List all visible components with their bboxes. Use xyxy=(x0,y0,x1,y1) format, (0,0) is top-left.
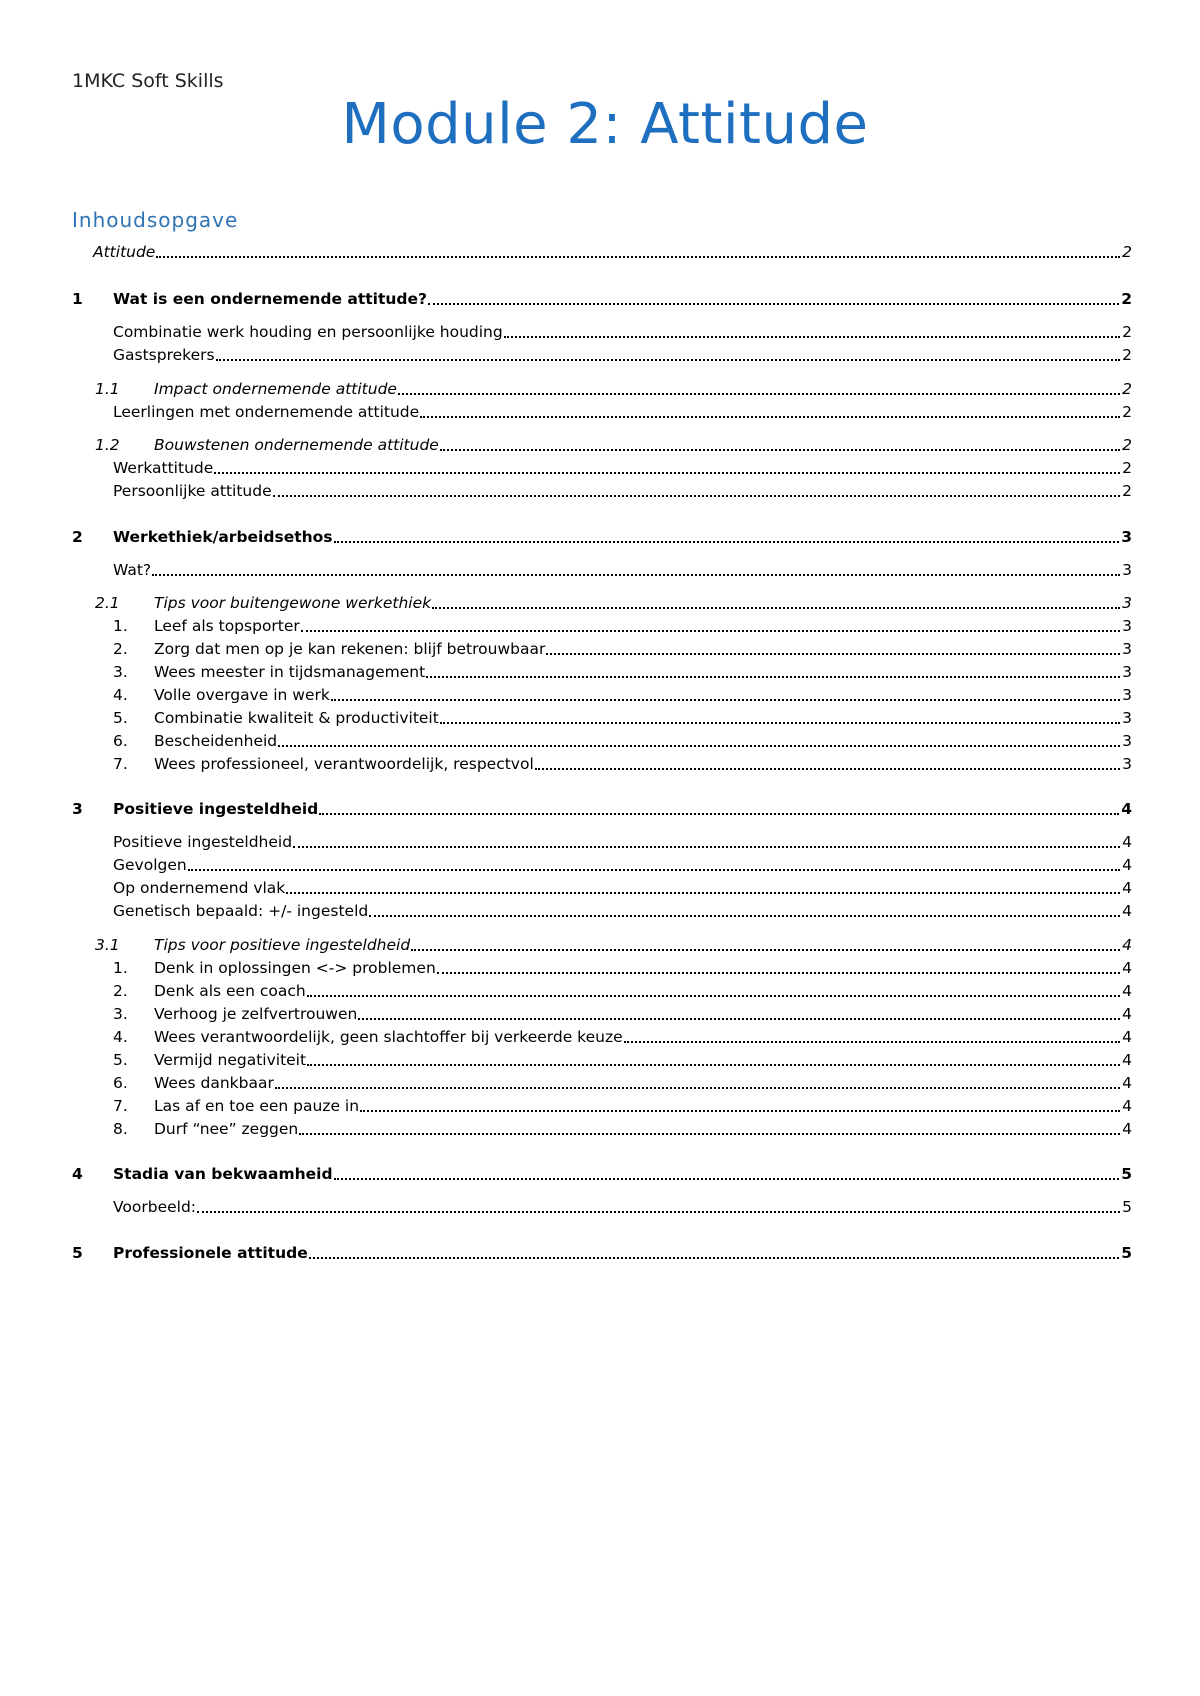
toc-entry-title: Leerlingen met ondernemende attitude xyxy=(113,403,420,421)
toc-entry-number: 1. xyxy=(113,617,128,635)
toc-dot-leader xyxy=(214,472,1120,474)
toc-dot-leader xyxy=(334,1178,1120,1180)
toc-dot-leader xyxy=(535,768,1120,770)
toc-dot-leader xyxy=(286,892,1120,894)
toc-dot-leader xyxy=(360,1110,1120,1112)
toc-entry-title: Op ondernemend vlak xyxy=(113,879,286,897)
toc-dot-leader xyxy=(156,256,1120,258)
page-header: 1MKC Soft Skills xyxy=(72,70,224,92)
toc-entry-page: 4 xyxy=(1122,1074,1132,1092)
toc-entry-title: Wees dankbaar xyxy=(154,1074,274,1092)
toc-entry-number: 7. xyxy=(113,1097,128,1115)
toc-entry-page: 4 xyxy=(1122,1051,1132,1069)
toc-entry[interactable] xyxy=(113,1197,1132,1217)
toc-entry-title: Attitude xyxy=(93,243,156,261)
toc-entry-number: 1.1 xyxy=(95,380,120,398)
toc-entry[interactable] xyxy=(95,435,1132,455)
toc-entry[interactable] xyxy=(113,402,1132,422)
toc-entry-title: Stadia van bekwaamheid xyxy=(113,1165,333,1183)
toc-entry-page: 3 xyxy=(1122,732,1132,750)
toc-entry[interactable] xyxy=(113,685,1132,705)
toc-entry[interactable] xyxy=(113,832,1132,852)
toc-dot-leader xyxy=(420,416,1120,418)
toc-entry[interactable] xyxy=(72,1164,1132,1184)
toc-entry-page: 4 xyxy=(1122,856,1132,874)
toc-dot-leader xyxy=(546,653,1120,655)
toc-entry-title: Bescheidenheid xyxy=(154,732,278,750)
toc-entry[interactable] xyxy=(72,1243,1132,1263)
toc-entry[interactable] xyxy=(113,1027,1132,1047)
toc-entry-page: 2 xyxy=(1122,380,1132,398)
toc-entry-title: Positieve ingesteldheid xyxy=(113,800,319,818)
toc-entry-number: 5. xyxy=(113,709,128,727)
toc-entry-page: 2 xyxy=(1122,459,1132,477)
toc-entry-page: 5 xyxy=(1121,1244,1132,1262)
toc-entry-page: 3 xyxy=(1122,594,1132,612)
toc-entry-page: 3 xyxy=(1122,755,1132,773)
toc-dot-leader xyxy=(309,1257,1119,1259)
toc-entry-title: Wees verantwoordelijk, geen slachtoffer bij verkeerde keuze xyxy=(154,1028,623,1046)
toc-entry-page: 2 xyxy=(1122,482,1132,500)
toc-entry[interactable] xyxy=(113,1096,1132,1116)
toc-entry-title: Persoonlijke attitude xyxy=(113,482,272,500)
toc-entry[interactable] xyxy=(113,708,1132,728)
toc-entry-number: 1. xyxy=(113,959,128,977)
toc-dot-leader xyxy=(273,495,1121,497)
toc-entry-page: 4 xyxy=(1122,1097,1132,1115)
toc-entry-title: Gevolgen xyxy=(113,856,187,874)
toc-entry-page: 2 xyxy=(1122,403,1132,421)
toc-entry-title: Verhoog je zelfvertrouwen xyxy=(154,1005,358,1023)
toc-dot-leader xyxy=(301,630,1120,632)
toc-entry[interactable] xyxy=(72,527,1132,547)
toc-dot-leader xyxy=(278,745,1120,747)
toc-entry[interactable] xyxy=(72,799,1132,819)
toc-entry-page: 4 xyxy=(1122,1005,1132,1023)
toc-entry[interactable] xyxy=(95,379,1132,399)
toc-entry-number: 3.1 xyxy=(95,936,120,954)
toc-dot-leader xyxy=(437,972,1120,974)
toc-entry-title: Werkattitude xyxy=(113,459,214,477)
toc-entry-page: 3 xyxy=(1122,709,1132,727)
toc-dot-leader xyxy=(440,449,1120,451)
toc-entry-page: 4 xyxy=(1122,1028,1132,1046)
toc-entry-number: 5 xyxy=(72,1244,83,1262)
toc-entry-number: 8. xyxy=(113,1120,128,1138)
toc-dot-leader xyxy=(152,574,1120,576)
toc-dot-leader xyxy=(411,949,1120,951)
toc-dot-leader xyxy=(293,846,1120,848)
toc-entry[interactable] xyxy=(113,855,1132,875)
toc-entry-page: 4 xyxy=(1122,902,1132,920)
toc-entry-page: 2 xyxy=(1122,436,1132,454)
toc-entry-title: Wees meester in tijdsmanagement xyxy=(154,663,426,681)
toc-entry[interactable] xyxy=(95,935,1132,955)
toc-entry-number: 7. xyxy=(113,755,128,773)
toc-dot-leader xyxy=(426,676,1120,678)
toc-entry[interactable] xyxy=(113,458,1132,478)
toc-entry-number: 1 xyxy=(72,290,83,308)
toc-entry[interactable] xyxy=(95,593,1132,613)
toc-entry-page: 5 xyxy=(1122,1198,1132,1216)
toc-dot-leader xyxy=(275,1087,1120,1089)
toc-entry[interactable] xyxy=(93,242,1132,262)
toc-entry-title: Voorbeeld: xyxy=(113,1198,197,1216)
toc-entry-page: 5 xyxy=(1121,1165,1132,1183)
toc-entry-page: 3 xyxy=(1122,561,1132,579)
toc-entry-page: 2 xyxy=(1121,290,1132,308)
toc-entry-number: 3 xyxy=(72,800,83,818)
toc-entry-page: 4 xyxy=(1122,833,1132,851)
toc-entry-title: Durf “nee” zeggen xyxy=(154,1120,299,1138)
toc-entry-title: Combinatie kwaliteit & productiviteit xyxy=(154,709,439,727)
toc-dot-leader xyxy=(331,699,1120,701)
toc-dot-leader xyxy=(440,722,1120,724)
toc-entry-title: Volle overgave in werk xyxy=(154,686,330,704)
toc-entry-page: 3 xyxy=(1122,617,1132,635)
toc-entry-page: 4 xyxy=(1122,1120,1132,1138)
toc-entry-number: 6. xyxy=(113,1074,128,1092)
toc-entry-page: 4 xyxy=(1122,936,1132,954)
toc-entry-title: Positieve ingesteldheid xyxy=(113,833,293,851)
toc-entry-number: 1.2 xyxy=(95,436,120,454)
toc-entry-page: 4 xyxy=(1122,982,1132,1000)
toc-entry-number: 4. xyxy=(113,1028,128,1046)
toc-dot-leader xyxy=(504,336,1120,338)
toc-entry-title: Las af en toe een pauze in xyxy=(154,1097,360,1115)
toc-entry-title: Bouwstenen ondernemende attitude xyxy=(154,436,439,454)
toc-entry-number: 3. xyxy=(113,1005,128,1023)
toc-dot-leader xyxy=(369,915,1120,917)
toc-entry[interactable] xyxy=(113,1004,1132,1024)
toc-entry-number: 2.1 xyxy=(95,594,120,612)
toc-entry-title: Werkethiek/arbeidsethos xyxy=(113,528,333,546)
toc-entry-title: Tips voor buitengewone werkethiek xyxy=(154,594,432,612)
toc-entry-title: Vermijd negativiteit xyxy=(154,1051,307,1069)
toc-entry[interactable] xyxy=(113,560,1132,580)
toc-dot-leader xyxy=(307,995,1120,997)
toc-entry-number: 5. xyxy=(113,1051,128,1069)
toc-entry-page: 3 xyxy=(1122,663,1132,681)
toc-dot-leader xyxy=(299,1133,1120,1135)
toc-entry[interactable] xyxy=(113,878,1132,898)
toc-entry-title: Denk als een coach xyxy=(154,982,306,1000)
toc-entry-title: Tips voor positieve ingesteldheid xyxy=(154,936,411,954)
toc-entry[interactable] xyxy=(113,731,1132,751)
toc-entry[interactable] xyxy=(113,958,1132,978)
toc-entry-title: Impact ondernemende attitude xyxy=(154,380,397,398)
toc-entry-title: Denk in oplossingen <-> problemen xyxy=(154,959,436,977)
toc-entry-page: 4 xyxy=(1122,959,1132,977)
toc-entry-number: 4 xyxy=(72,1165,83,1183)
toc-entry-title: Wat? xyxy=(113,561,152,579)
toc-dot-leader xyxy=(432,607,1120,609)
toc-entry[interactable] xyxy=(113,754,1132,774)
toc-entry-page: 3 xyxy=(1122,686,1132,704)
toc-dot-leader xyxy=(216,359,1121,361)
toc-entry-number: 2. xyxy=(113,982,128,1000)
toc-entry-page: 3 xyxy=(1122,640,1132,658)
toc-entry[interactable] xyxy=(113,481,1132,501)
toc-entry-title: Combinatie werk houding en persoonlijke houding xyxy=(113,323,503,341)
toc-entry-page: 2 xyxy=(1122,323,1132,341)
toc-entry-number: 2 xyxy=(72,528,83,546)
toc-dot-leader xyxy=(428,303,1119,305)
toc-dot-leader xyxy=(624,1041,1121,1043)
toc-entry-number: 2. xyxy=(113,640,128,658)
toc-entry[interactable] xyxy=(113,662,1132,682)
toc-entry[interactable] xyxy=(113,1050,1132,1070)
toc-entry-page: 4 xyxy=(1121,800,1132,818)
toc-entry-number: 3. xyxy=(113,663,128,681)
toc-entry-title: Professionele attitude xyxy=(113,1244,308,1262)
toc-entry-title: Wees professioneel, verantwoordelijk, respectvol xyxy=(154,755,534,773)
toc-entry[interactable] xyxy=(113,1073,1132,1093)
toc-entry-number: 4. xyxy=(113,686,128,704)
toc-entry-number: 6. xyxy=(113,732,128,750)
toc-dot-leader xyxy=(188,869,1120,871)
toc-entry[interactable] xyxy=(113,322,1132,342)
toc-entry-title: Genetisch bepaald: +/- ingesteld xyxy=(113,902,369,920)
document-title: Module 2: Attitude xyxy=(341,92,869,157)
toc-dot-leader xyxy=(398,393,1120,395)
toc-entry[interactable] xyxy=(113,345,1132,365)
toc-entry[interactable] xyxy=(72,289,1132,309)
toc-entry-page: 4 xyxy=(1122,879,1132,897)
toc-dot-leader xyxy=(358,1018,1120,1020)
toc-entry-title: Leef als topsporter xyxy=(154,617,300,635)
toc-dot-leader xyxy=(334,541,1120,543)
toc-dot-leader xyxy=(307,1064,1120,1066)
toc-entry-title: Wat is een ondernemende attitude? xyxy=(113,290,428,308)
toc-heading: Inhoudsopgave xyxy=(72,208,239,232)
toc-entry-page: 2 xyxy=(1122,243,1132,261)
toc-entry[interactable] xyxy=(113,616,1132,636)
toc-entry[interactable] xyxy=(113,981,1132,1001)
toc-entry-page: 3 xyxy=(1121,528,1132,546)
toc-dot-leader xyxy=(197,1211,1120,1213)
toc-entry-page: 2 xyxy=(1122,346,1132,364)
toc-entry[interactable] xyxy=(113,1119,1132,1139)
toc-entry[interactable] xyxy=(113,901,1132,921)
toc-dot-leader xyxy=(319,813,1119,815)
toc-entry-title: Gastsprekers xyxy=(113,346,215,364)
toc-entry-title: Zorg dat men op je kan rekenen: blijf betrouwbaar xyxy=(154,640,546,658)
toc-entry[interactable] xyxy=(113,639,1132,659)
